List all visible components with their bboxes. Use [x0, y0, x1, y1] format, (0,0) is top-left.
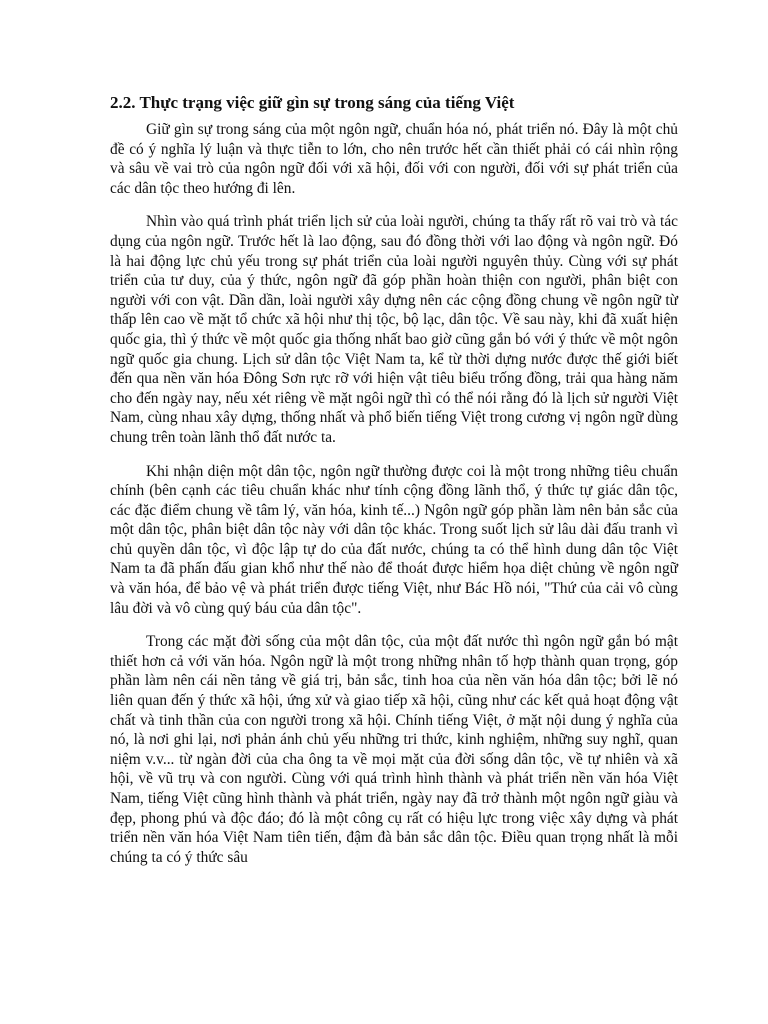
paragraph-2: Nhìn vào quá trình phát triển lịch sử của loài người, chúng ta thấy rất rõ vai trò và tác dụng của ngôn ngữ. Trước hết là lao động, sau đó đồng thời với lao động và ngôn ngữ. Đó là hai động lực chủ yếu trong sự phát triển của loài người nguyên thủy. Cùng với sự phát triển của tư duy, của ý thức, ngôn ngữ đã góp phần hoàn thiện con người, phân biệt con người với con vật. Dần dần, loài người xây dựng nên các cộng đồng chung về ngôn ngữ từ thấp lên cao về mặt tổ chức xã hội như thị tộc, bộ lạc, dân tộc. Về sau này, khi đã xuất hiện quốc gia, thì ý thức về một quốc gia thống nhất bao giờ cũng gắn bó với ý thức về một ngôn ngữ quốc gia chung. Lịch sử dân tộc Việt Nam ta, kể từ thời dựng nước được thế giới biết đến qua nền văn hóa Đông Sơn rực rỡ với hiện vật tiêu biểu trống đồng, trải qua hàng năm cho đến ngày nay, nếu xét riêng về mặt ngôi ngữ thì có thể nói rằng đó là lịch sử người Việt Nam, cùng nhau xây dựng, thống nhất và phổ biến tiếng Việt trong cương vị ngôn ngữ dùng chung trên toàn lãnh thổ đất nước ta.: [110, 213, 678, 446]
paragraph-3: Khi nhận diện một dân tộc, ngôn ngữ thường được coi là một trong những tiêu chuẩn chính (bên cạnh các tiêu chuẩn khác như tính cộng đồng lãnh thổ, ý thức tự giác dân tộc, các đặc điểm chung về tâm lý, văn hóa, kinh tế...) Ngôn ngữ góp phần làm nên bản sắc của một dân tộc, phân biệt dân tộc này với dân tộc khác. Trong suốt lịch sử lâu dài đấu tranh vì chủ quyền dân tộc, vì độc lập tự do của đất nước, chúng ta có thể hình dung dân tộc Việt Nam ta đã phấn đấu gian khổ như thế nào để thoát được hiểm họa diệt chủng về ngôn ngữ và văn hóa, để bảo vệ và phát triển được tiếng Việt, như Bác Hồ nói, "Thứ của cải vô cùng lâu đời và vô cùng quý báu của dân tộc".: [110, 462, 678, 617]
document-page: [110, 92, 678, 881]
paragraph-1: Giữ gìn sự trong sáng của một ngôn ngữ, chuẩn hóa nó, phát triển nó. Đây là một chủ đề có ý nghĩa lý luận và thực tiễn to lớn, cho nên trước hết cần thiết phải có cái nhìn rộng và sâu về vai trò của ngôn ngữ đối với xã hội, đối với con người, đối với sự phát triển của các dân tộc theo hướng đi lên.: [110, 121, 678, 197]
paragraph-4: Trong các mặt đời sống của một dân tộc, của một đất nước thì ngôn ngữ gắn bó mật thiết hơn cả với văn hóa. Ngôn ngữ là một trong những nhân tố hợp thành quan trọng, góp phần làm nên cái nền tảng về giá trị, bản sắc, tinh hoa của nền văn hóa dân tộc; bởi lẽ nó liên quan đến ý thức xã hội, ứng xử và giao tiếp xã hội, cũng như các kết quả hoạt động vật chất và tinh thần của con người trong xã hội. Chính tiếng Việt, ở mặt nội dung ý nghĩa của nó, là nơi ghi lại, nơi phản ánh chủ yếu những tri thức, kinh nghiệm, những suy nghĩ, quan niệm v.v... từ ngàn đời của cha ông ta về mọi mặt của đời sống dân tộc, về tự nhiên và xã hội, về vũ trụ và con người. Cùng với quá trình hình thành và phát triển nền văn hóa Việt Nam, tiếng Việt cũng hình thành và phát triển, ngày nay đã trở thành một ngôn ngữ giàu và đẹp, phong phú và độc đáo; đó là một công cụ rất có hiệu lực trong việc xây dựng và phát triển nền văn hóa Việt Nam tiên tiến, đậm đà bản sắc dân tộc. Điều quan trọng nhất là mỗi chúng ta có ý thức sâu: [110, 633, 678, 866]
section-heading: 2.2. Thực trạng việc giữ gìn sự trong sáng của tiếng Việt: [110, 93, 515, 112]
